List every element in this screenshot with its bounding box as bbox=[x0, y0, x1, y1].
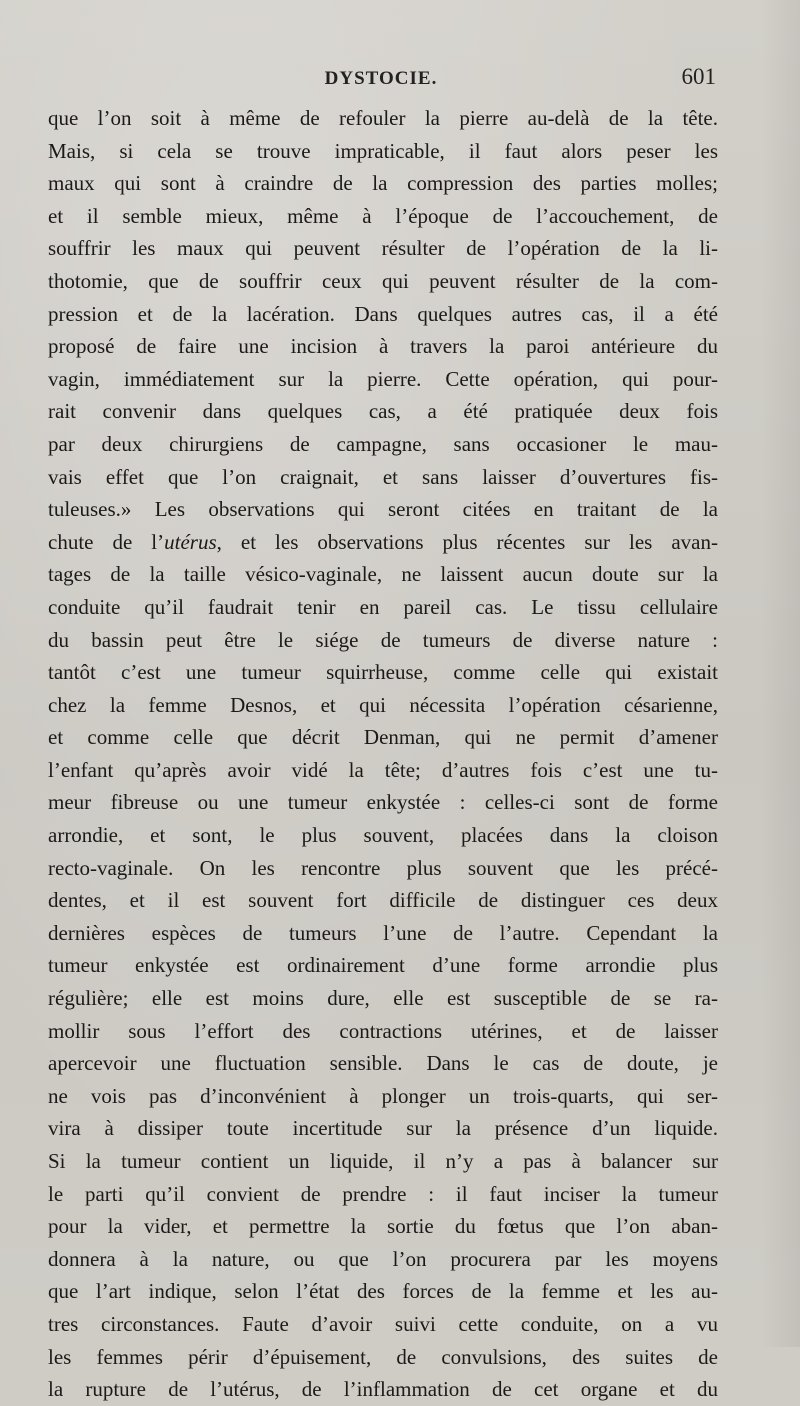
text-line: la rupture de l’utérus, de l’inflammation de cet organe et du bbox=[48, 1377, 718, 1402]
text-line: souffrir les maux qui peuvent résulter de l’opération de la li- bbox=[48, 236, 718, 261]
text-line: maux qui sont à craindre de la compression des parties molles; bbox=[48, 171, 718, 196]
text-line: ne vois pas d’inconvénient à plonger un trois-quarts, qui ser- bbox=[48, 1083, 718, 1108]
text-line: recto-vaginale. On les rencontre plus souvent que les précé- bbox=[48, 855, 718, 880]
text-line: que l’art indique, selon l’état des forces de la femme et les au- bbox=[48, 1279, 718, 1304]
text-line: donnera à la nature, ou que l’on procurera par les moyens bbox=[48, 1246, 718, 1271]
italic-word: utérus bbox=[164, 529, 217, 554]
page-edge-shading bbox=[760, 0, 800, 1347]
text-line: l’enfant qu’après avoir vidé la tête; d’autres fois c’est une tu- bbox=[48, 757, 718, 782]
text-line: et il semble mieux, même à l’époque de l’accouchement, de bbox=[48, 203, 718, 228]
text-line: proposé de faire une incision à travers la paroi antérieure du bbox=[48, 334, 718, 359]
text-line: tumeur enkystée est ordinairement d’une forme arrondie plus bbox=[48, 953, 718, 978]
text-line: du bassin peut être le siége de tumeurs de diverse nature : bbox=[48, 627, 718, 652]
text-line: vagin, immédiatement sur la pierre. Cette opération, qui pour- bbox=[48, 366, 718, 391]
page-header bbox=[48, 64, 714, 96]
text-line: thotomie, que de souffrir ceux qui peuvent résulter de la com- bbox=[48, 268, 718, 293]
text-line: que l’on soit à même de refouler la pierre au-delà de la tête. bbox=[48, 106, 718, 130]
text-line: apercevoir une fluctuation sensible. Dans le cas de doute, je bbox=[48, 1051, 718, 1076]
text-line: les femmes périr d’épuisement, de convulsions, des suites de bbox=[48, 1344, 718, 1369]
text-line: le parti qu’il convient de prendre : il faut inciser la tumeur bbox=[48, 1181, 718, 1206]
text-line: Si la tumeur contient un liquide, il n’y a pas à balancer sur bbox=[48, 1149, 718, 1173]
text-line: par deux chirurgiens de campagne, sans occasioner le mau- bbox=[48, 431, 718, 456]
text-line: dernières espèces de tumeurs l’une de l’autre. Cependant la bbox=[48, 920, 718, 945]
text-line: tres circonstances. Faute d’avoir suivi cette conduite, on a vu bbox=[48, 1311, 718, 1336]
text-line: meur fibreuse ou une tumeur enkystée : celles-ci sont de forme bbox=[48, 790, 718, 815]
text-line: vais effet que l’on craignait, et sans laisser d’ouvertures fis- bbox=[48, 464, 718, 489]
text-line: arrondie, et sont, le plus souvent, placées dans la cloison bbox=[48, 823, 718, 848]
body-text bbox=[48, 102, 718, 1406]
text-line: chez la femme Desnos, et qui nécessita l’opération césarienne, bbox=[48, 692, 718, 717]
text-line: tages de la taille vésico-vaginale, ne laissent aucun doute sur la bbox=[48, 562, 718, 587]
text-line: tuleuses.» Les observations qui seront citées en traitant de la bbox=[48, 497, 718, 522]
text-line: Mais, si cela se trouve impraticable, il faut alors peser les bbox=[48, 138, 718, 163]
page-number: 601 bbox=[681, 64, 716, 89]
text-line: mollir sous l’effort des contractions utérines, et de laisser bbox=[48, 1018, 718, 1043]
text-line: pour la vider, et permettre la sortie du fœtus que l’on aban- bbox=[48, 1214, 718, 1239]
running-title: DYSTOCIE. bbox=[324, 68, 438, 89]
text-line: tantôt c’est une tumeur squirrheuse, comme celle qui existait bbox=[48, 660, 718, 685]
text-line: et comme celle que décrit Denman, qui ne permit d’amener bbox=[48, 725, 718, 750]
text-line: pression et de la lacération. Dans quelques autres cas, il a été bbox=[48, 301, 718, 326]
text-line: chute de l’utérus, et les observations plus récentes sur les avan- bbox=[48, 529, 718, 554]
text-line: conduite qu’il faudrait tenir en pareil cas. Le tissu cellulaire bbox=[48, 594, 718, 619]
text-line: rait convenir dans quelques cas, a été pratiquée deux fois bbox=[48, 399, 718, 424]
text-line: dentes, et il est souvent fort difficile de distinguer ces deux bbox=[48, 888, 718, 913]
text-line: vira à dissiper toute incertitude sur la présence d’un liquide. bbox=[48, 1116, 718, 1141]
text-line: régulière; elle est moins dure, elle est susceptible de se ra- bbox=[48, 986, 718, 1011]
